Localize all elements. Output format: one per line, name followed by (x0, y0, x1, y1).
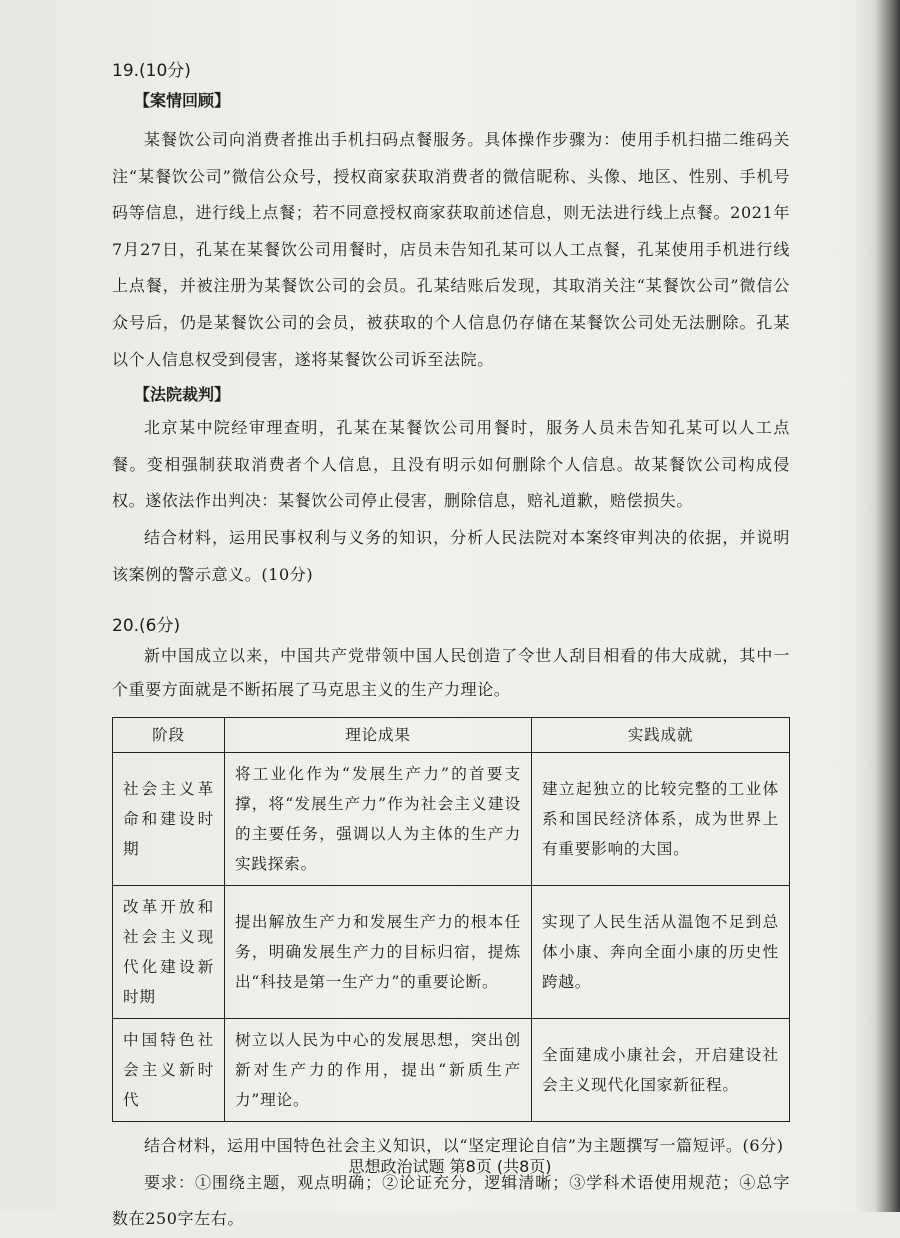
table-row (113, 753, 790, 886)
table-row (113, 886, 790, 1019)
question-20-requirements: 要求：①围绕主题，观点明确；②论证充分，逻辑清晰；③学科术语使用规范；④总字数在250字左右。 (112, 1172, 790, 1229)
question-20-intro: 新中国成立以来，中国共产党带领中国人民创造了令世人刮目相看的伟大成就，其中一个重要方面就是不断拓展了马克思主义的生产力理论。 (112, 646, 790, 700)
question-20-prompt: 结合材料，运用中国特色社会主义知识，以“坚定理论自信”为主题撰写一篇短评。(6分) (144, 1136, 784, 1156)
table-cell-stage: 社会主义革命和建设时期 (113, 753, 225, 886)
table-cell-practice: 建立起独立的比较完整的工业体系和国民经济体系，成为世界上有重要影响的大国。 (532, 753, 790, 886)
page-content (112, 58, 790, 1238)
table-header-theory: 理论成果 (225, 718, 532, 753)
table-cell-practice: 实现了人民生活从温饱不足到总体小康、奔向全面小康的历史性跨越。 (532, 886, 790, 1019)
question-20-number: 20.(6分) (112, 616, 181, 637)
court-judgment-text: 北京某中院经审理查明，孔某在某餐饮公司用餐时，服务人员未告知孔某可以人工点餐。变相强制获取消费者个人信息，且没有明示如何删除个人信息。故某餐饮公司构成侵权。遂依法作出判决：某餐饮公司停止侵害，删除信息，赔礼道歉，赔偿损失。 (112, 418, 790, 511)
case-review-heading: 【案情回顾】 (134, 91, 231, 110)
table-cell-practice: 全面建成小康社会，开启建设社会主义现代化国家新征程。 (532, 1019, 790, 1122)
page-footer: 思想政治试题 第8页 (共8页) (348, 1157, 552, 1176)
question-19-number: 19.(10分) (112, 61, 191, 81)
table-cell-stage: 改革开放和社会主义现代化建设新时期 (113, 886, 225, 1019)
court-judgment-heading: 【法院裁判】 (134, 385, 231, 405)
table-header-stage: 阶段 (113, 718, 225, 753)
question-20 (112, 613, 790, 1238)
table-cell-theory: 将工业化作为“发展生产力”的首要支撑，将“发展生产力”作为社会主义建设的主要任务，强调以人为主体的生产力实践探索。 (225, 753, 532, 886)
page-edge-shadow (854, 0, 900, 1212)
table-header-row (113, 718, 790, 753)
table-header-practice: 实践成就 (532, 718, 790, 753)
table-row (113, 1019, 790, 1122)
case-review-text: 某餐饮公司向消费者推出手机扫码点餐服务。具体操作步骤为：使用手机扫描二维码关注“某餐饮公司”微信公众号，授权商家获取消费者的微信昵称、头像、地区、性别、手机号码等信息，进行线上点餐；若不同意授权商家获取前述信息，则无法进行线上点餐。2021年7月27日，孔某在某餐饮公司用餐时，店员未告知孔某可以人工点餐，孔某使用手机进行线上点餐，并被注册为某餐饮公司的会员。孔某结账后发现，其取消关注“某餐饮公司”微信公众号后，仍是某餐饮公司的会员，被获取的个人信息仍存储在某餐饮公司处无法删除。孔某以个人信息权受到侵害，遂将某餐饮公司诉至法院。 (112, 130, 790, 369)
table-cell-theory: 树立以人民为中心的发展思想，突出创新对生产力的作用，提出“新质生产力”理论。 (225, 1019, 532, 1122)
question-19 (112, 58, 790, 593)
achievements-table (112, 717, 790, 1122)
question-19-prompt: 结合材料，运用民事权利与义务的知识，分析人民法院对本案终审判决的依据，并说明该案例的警示意义。(10分) (112, 527, 790, 584)
table-cell-stage: 中国特色社会主义新时代 (113, 1019, 225, 1122)
table-cell-theory: 提出解放生产力和发展生产力的根本任务，明确发展生产力的目标归宿，提炼出“科技是第一生产力”的重要论断。 (225, 886, 532, 1019)
